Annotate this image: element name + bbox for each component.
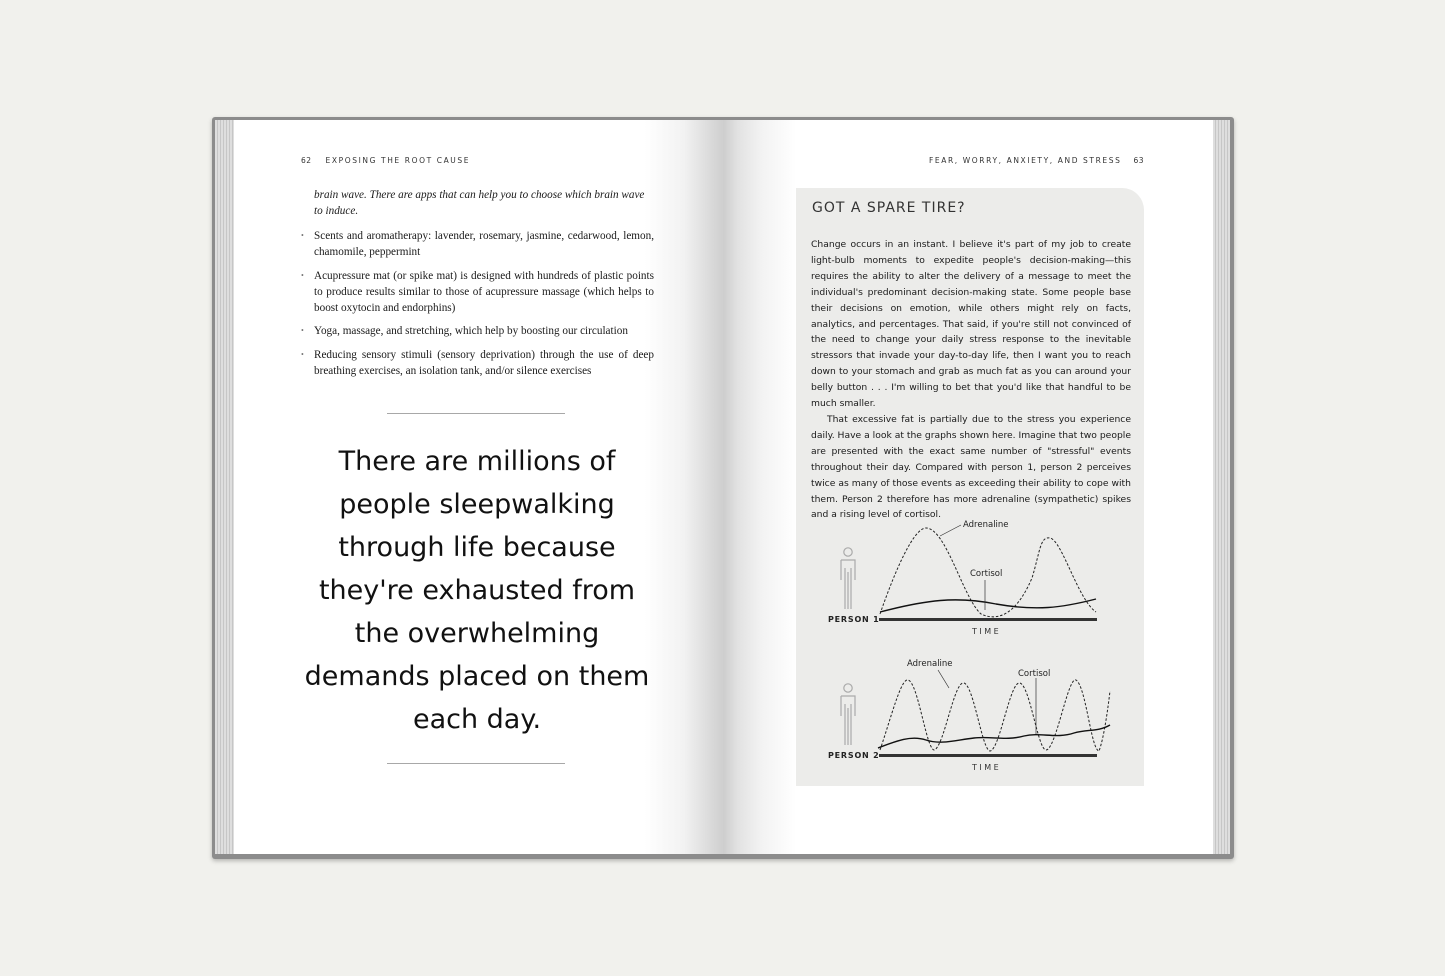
left-running-title: EXPOSING THE ROOT CAUSE	[325, 156, 471, 165]
time-axis-label-2: TIME	[972, 763, 1002, 772]
stress-graphs	[796, 188, 1144, 786]
adrenaline-pointer-2	[938, 670, 949, 688]
adrenaline-curve-2	[880, 680, 1110, 751]
time-axis-1	[879, 618, 1097, 621]
cortisol-curve-1	[880, 599, 1096, 612]
adrenaline-pointer-1	[940, 525, 961, 536]
right-page	[723, 120, 1213, 854]
right-running-title: FEAR, WORRY, ANXIETY, AND STRESS	[929, 156, 1122, 165]
right-running-head	[929, 156, 1144, 165]
left-page-edges	[215, 120, 235, 854]
cortisol-curve-2	[878, 725, 1110, 748]
sidebar-title: GOT A SPARE TIRE?	[812, 200, 966, 216]
person-2-figure-icon	[841, 684, 855, 745]
left-page	[234, 120, 723, 854]
bullet-item: • Yoga, massage, and stretching, which help by boosting our circulation	[314, 323, 654, 339]
pull-quote-rule-bottom	[387, 763, 565, 764]
person-2-label: PERSON 2	[828, 751, 880, 760]
bullet-list	[314, 228, 654, 386]
time-axis-2	[879, 754, 1097, 757]
graph-person-2	[828, 659, 1110, 772]
sidebar-box	[796, 188, 1144, 786]
time-axis-label-1: TIME	[972, 627, 1002, 636]
cortisol-label-2: Cortisol	[1018, 669, 1051, 679]
left-page-number: 62	[301, 156, 312, 165]
bullet-item: • Scents and aromatherapy: lavender, rosemary, jasmine, cedarwood, lemon, chamomile, peppermint	[314, 228, 654, 260]
person-1-figure-icon	[841, 548, 855, 609]
intro-italic-text: brain wave. There are apps that can help you to choose which brain wave to induce.	[314, 189, 645, 217]
right-page-edges	[1212, 120, 1230, 854]
graph-person-1	[828, 520, 1097, 636]
cortisol-label-1: Cortisol	[970, 569, 1003, 579]
bullet-item: • Acupressure mat (or spike mat) is designed with hundreds of plastic points to produce results similar to those of acupressure massage (which helps to boost oxytocin and endorphins)	[314, 268, 654, 316]
person-1-label: PERSON 1	[828, 615, 880, 624]
pull-quote: There are millions of people sleepwalking through life because they're exhausted from the overwhelming demands placed on them each day.	[304, 446, 650, 735]
bullet-item: • Reducing sensory stimuli (sensory deprivation) through the use of deep breathing exercises, an isolation tank, and/or silence exercises	[314, 347, 654, 379]
sidebar-paragraph: That excessive fat is partially due to the stress you experience daily. Have a look at the graphs shown here. Imagine that two people are presented with the exact same number of "stressful" events throughout their day. Compared with person 1, person 2 perceives twice as many of those events as exceeding their ability to cope with them. Person 2 therefore has more adrenaline (sympathetic) spikes and a rising level of cortisol.	[811, 413, 1131, 521]
left-running-head	[301, 156, 470, 165]
right-page-number: 63	[1133, 156, 1144, 165]
adrenaline-label-2: Adrenaline	[907, 659, 953, 669]
pull-quote-rule-top	[387, 413, 565, 414]
adrenaline-label-1: Adrenaline	[963, 520, 1009, 530]
sidebar-paragraph: Change occurs in an instant. I believe it's part of my job to create light-bulb moments to expedite people's decision-making—this requires the ability to alter the delivery of a message to meet the individual's predominant decision-making state. Some people base their decisions on emotion, while others might rely on facts, analytics, and percentages. That said, if you're still not convinced of the need to change your daily stress response to the inevitable stressors that invade your day-to-day life, then I want you to reach down to your stomach and grab as much fat as you can around your belly button . . . I'm willing to bet that you'd like that handful to be much smaller.	[811, 239, 1131, 410]
